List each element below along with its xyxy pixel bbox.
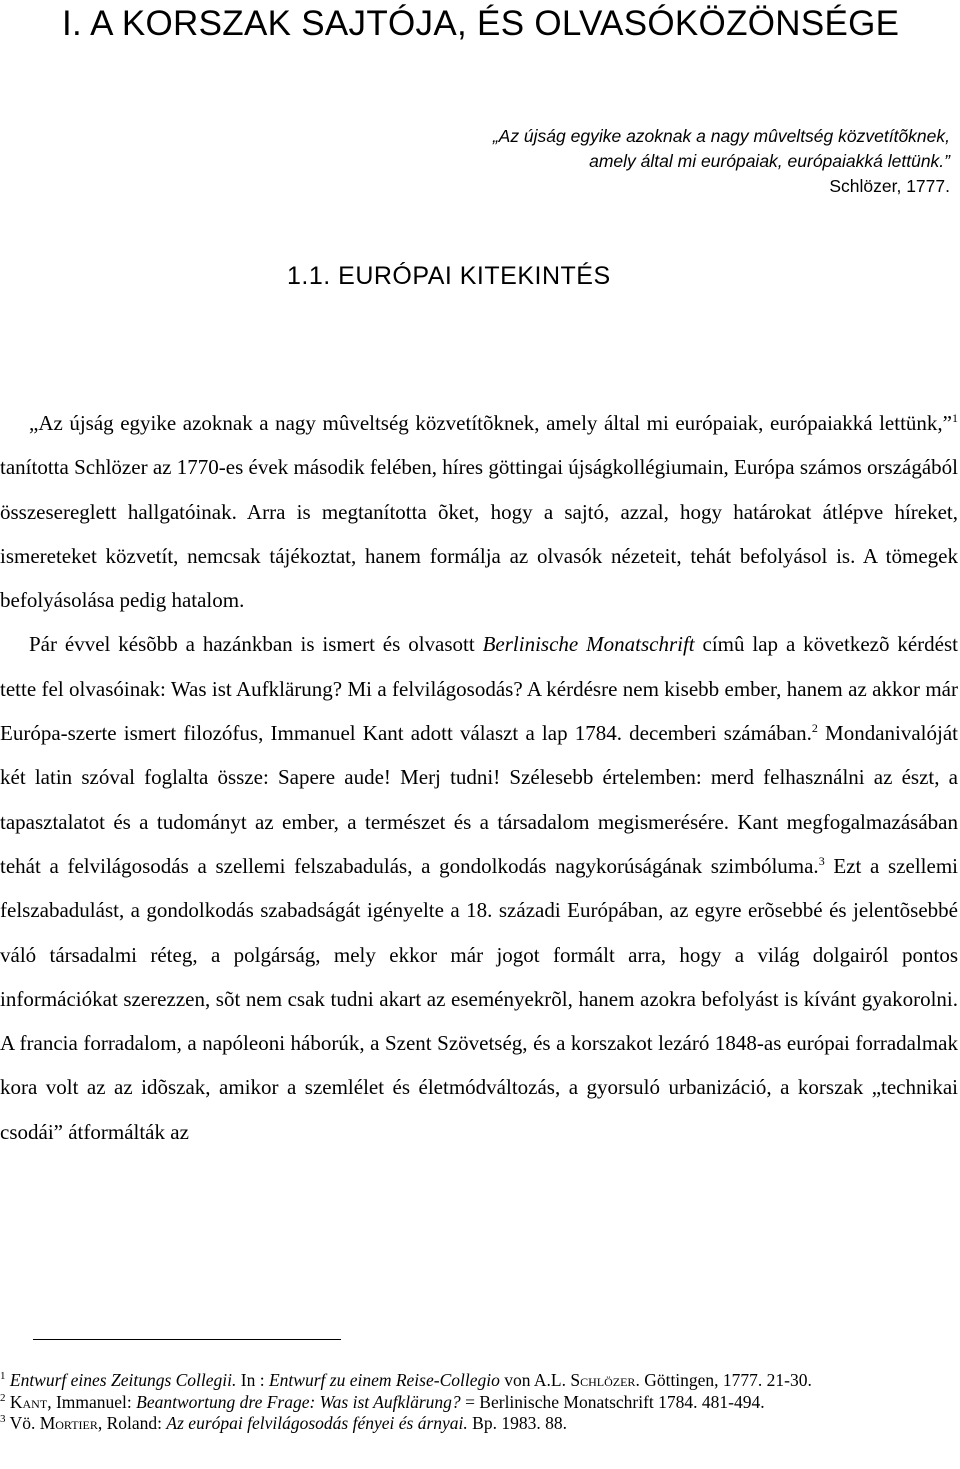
chapter-title: I. A KORSZAK SAJTÓJA, ÉS OLVASÓKÖZÖNSÉGE: [62, 4, 900, 43]
epigraph-line-2: amely által mi európaiak, európaiakká lettünk.”: [589, 151, 950, 171]
footnote-2-title: Beantwortung dre Frage: Was ist Aufklärung?: [136, 1391, 461, 1412]
footnote-1-rest: . Göttingen, 1777. 21-30.: [635, 1370, 812, 1390]
footnote-1-number: 1: [0, 1370, 6, 1383]
footnote-ref-2[interactable]: 2: [811, 721, 818, 736]
epigraph-line-1: „Az újság egyike azoknak a nagy mûveltség közvetítõknek,: [492, 126, 950, 146]
footnote-ref-3[interactable]: 3: [818, 853, 825, 868]
journal-title: Berlinische Monatschrift: [482, 632, 695, 657]
footnotes: [0, 1370, 958, 1435]
footnote-3: [0, 1413, 958, 1435]
footnote-2: [0, 1392, 958, 1414]
footnote-2-name: , Immanuel:: [47, 1391, 137, 1412]
footnote-2-rest: = Berlinische Monatschrift 1784. 481-494.: [460, 1391, 765, 1412]
footnote-3-author: Mortier: [39, 1413, 98, 1433]
paragraph-2-text-a: Pár évvel késõbb a hazánkban is ismert és olvasott: [29, 632, 483, 657]
footnote-3-pre: Vö.: [9, 1413, 40, 1433]
footnote-1: [0, 1370, 958, 1392]
footnote-3-rest: Bp. 1983. 88.: [467, 1413, 567, 1433]
footnote-1-title-2: Entwurf zu einem Reise-Collegio: [268, 1370, 500, 1390]
footnote-3-number: 3: [0, 1413, 6, 1426]
epigraph: [350, 124, 950, 199]
paragraph-2-text-b: címû lap a következõ kérdést tette fel olvasóinak: Was ist Aufklärung? Mi a felvilágosodás? A kérdésre nem kisebb ember, hanem az akkor már Európa-szerte ismert filozófus, Immanuel Kant adott választ a lap 1784. decemberi számában.: [0, 632, 958, 746]
footnote-1-von: von A.L.: [499, 1370, 571, 1390]
paragraph-2: [0, 622, 958, 1154]
paragraph-1-text-a: „Az újság egyike azoknak a nagy mûveltség közvetítõknek, amely által mi európaiak, európaiakká lettünk,”: [29, 411, 952, 435]
footnote-separator: [33, 1339, 341, 1340]
footnote-2-author: Kant: [9, 1391, 48, 1412]
paragraph-2-text-d: Ezt a szellemi felszabadulást, a gondolkodás szabadságát igényelte a 18. századi Európában, az egyre erõsebbé és jelentõsebbé váló társadalmi réteg, a polgárság, mely ekkor már jogot formált arra, hogy a világ dolgairól pontos információkat szerezzen, sõt nem csak tudni akart az eseményekrõl, hanem azokra befolyást is kívánt gyakorolni. A francia forradalom, a napóleoni háborúk, a Szent Szövetség, és a korszakot lezáró 1848-as európai forradalmak kora volt az az idõszak, amikor a szemlélet és életmódváltozás, a gyorsuló urbanizáció, a korszak „technikai csodái” átformálták az: [0, 853, 958, 1144]
footnote-ref-1[interactable]: 1: [952, 411, 958, 425]
footnote-1-author: Schlözer: [570, 1370, 636, 1390]
epigraph-attribution: Schlözer, 1777.: [829, 176, 950, 196]
footnote-3-title: Az európai felvilágosodás fényei és árnyai.: [166, 1413, 468, 1433]
footnote-1-in: In :: [236, 1370, 269, 1390]
paragraph-1-text-b: tanította Schlözer az 1770-es évek második felében, híres göttingai újságkollégiumain, Európa számos országából összesereglett hallgatóinak. Arra is megtanította õket, hogy a sajtó, azzal, hogy határokat átlépve híreket, ismereteket közvetít, nemcsak tájékoztat, hanem formálja az olvasók nézeteit, tehát befolyásol is. A tömegek befolyásolása pedig hatalom.: [0, 455, 958, 613]
paragraph-1: [0, 401, 958, 622]
footnote-3-name: , Roland:: [97, 1413, 167, 1433]
body-text: [0, 401, 958, 1154]
section-title: 1.1. EURÓPAI KITEKINTÉS: [287, 262, 611, 290]
paragraph-2-text-c: Mondanivalóját két latin szóval foglalta össze: Sapere aude! Merj tudni! Szélesebb értelemben: merd felhasználni az észt, a tapasztalatot és a tudományt az ember, a természet és a társadalom megismerésére. Kant megfogalmazásában tehát a felvilágosodás a szellemi felszabadulás, a gondolkodás nagykorúságának szimbóluma.: [0, 721, 958, 878]
footnote-2-number: 2: [0, 1391, 6, 1404]
footnote-1-title-1: Entwurf eines Zeitungs Collegii.: [9, 1370, 237, 1390]
